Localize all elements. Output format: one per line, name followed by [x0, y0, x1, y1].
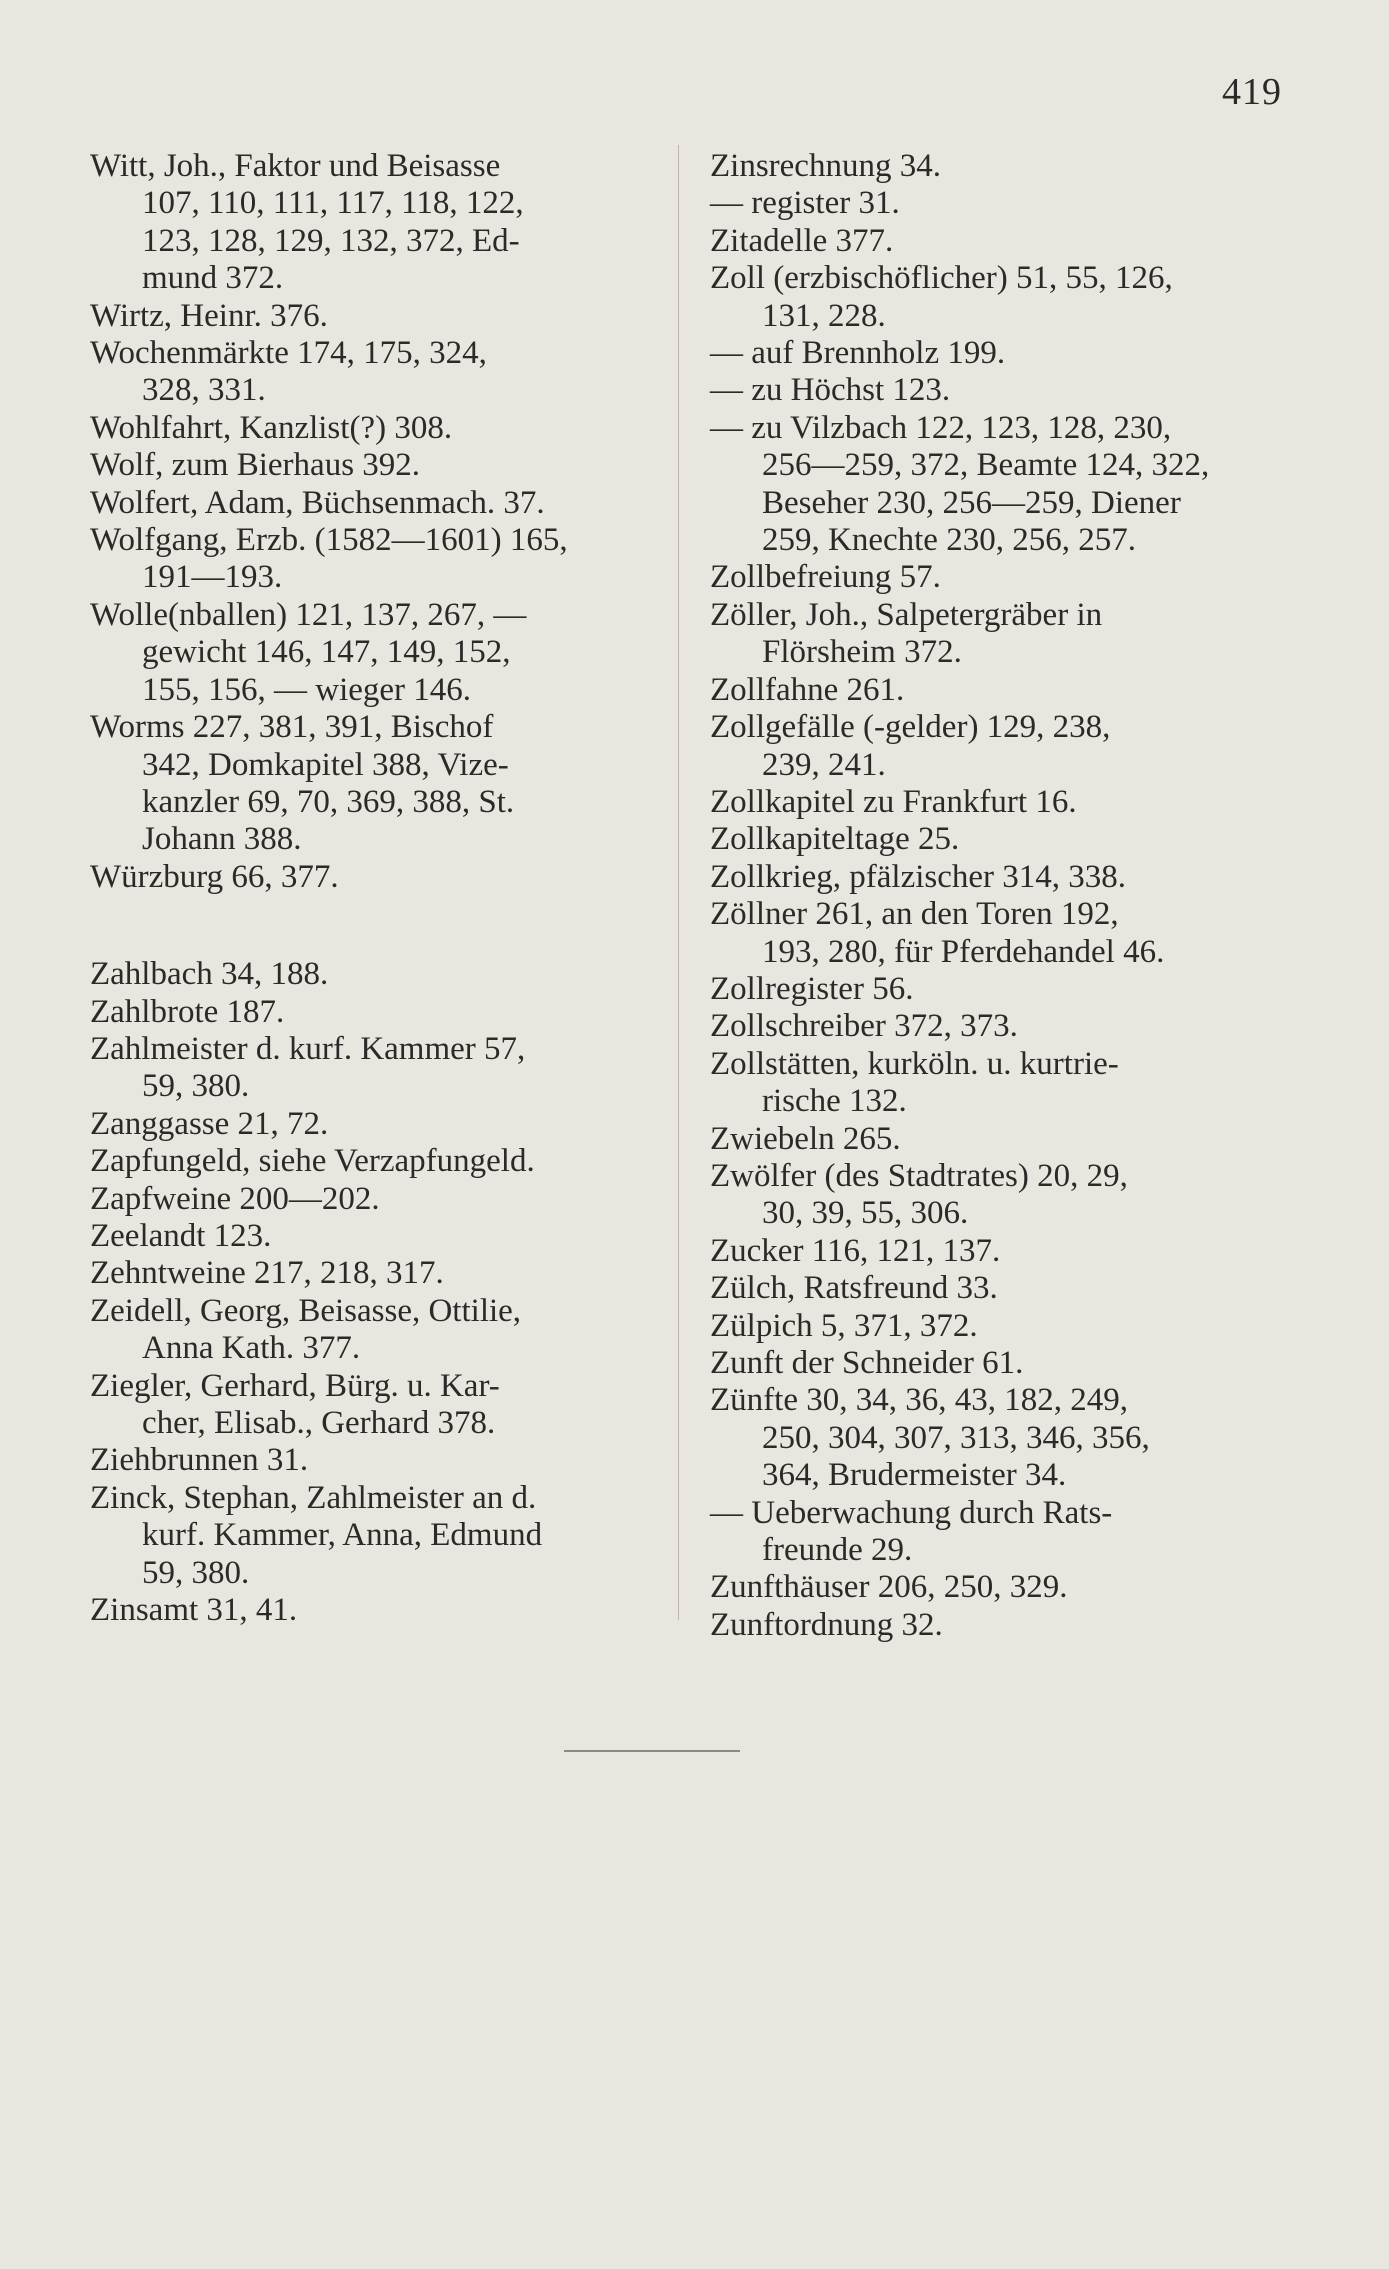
- index-entry: [90, 1442, 660, 1479]
- index-entry-line: Zwölfer (des Stadtrates) 20, 29,: [710, 1157, 1128, 1194]
- index-entry-line: — zu Höchst 123.: [710, 372, 951, 409]
- index-entry-line: mund 372.: [142, 260, 284, 297]
- index-entry-line: Zehntweine 217, 218, 317.: [90, 1255, 444, 1292]
- index-entry-line: 59, 380.: [142, 1068, 250, 1105]
- index-entry-line: Zollstätten, kurköln. u. kurtrie-: [710, 1045, 1119, 1082]
- page-number: 419: [1222, 71, 1282, 113]
- index-entry-line: Zollschreiber 372, 373.: [710, 1008, 1018, 1045]
- index-entry-line: — register 31.: [710, 185, 900, 222]
- index-entry-line: Worms 227, 381, 391, Bischof: [90, 709, 494, 746]
- index-entry-line: Zucker 116, 121, 137.: [710, 1232, 1001, 1269]
- index-entry: [710, 1270, 1280, 1307]
- index-entry-line: 239, 241.: [762, 746, 886, 783]
- index-entry-line: Zollbefreiung 57.: [710, 559, 941, 596]
- index-entry-line: Zanggasse 21, 72.: [90, 1105, 329, 1142]
- index-entry-line: Wolle(nballen) 121, 137, 267, —: [90, 596, 527, 633]
- index-entry-line: 30, 39, 55, 306.: [762, 1195, 969, 1232]
- index-column-left: [90, 148, 660, 1629]
- index-entry-line: Zahlmeister d. kurf. Kammer 57,: [90, 1030, 526, 1067]
- index-entry: [710, 335, 1280, 372]
- index-entry-line: Zollfahne 261.: [710, 671, 905, 708]
- index-entry-line: Zollregister 56.: [710, 970, 914, 1007]
- index-entry-line: 193, 280, für Pferdehandel 46.: [762, 933, 1165, 970]
- index-column-right: [710, 148, 1280, 1644]
- index-entry-line: Zahlbrote 187.: [90, 993, 285, 1030]
- index-entry: [90, 1255, 660, 1292]
- index-entry: [90, 485, 660, 522]
- index-entry: [90, 447, 660, 484]
- index-entry-line: Wochenmärkte 174, 175, 324,: [90, 335, 487, 372]
- index-entry: [710, 597, 1280, 672]
- index-entry: [710, 971, 1280, 1008]
- index-entry: [90, 298, 660, 335]
- index-entry-line: Beseher 230, 256—259, Diener: [762, 484, 1181, 521]
- index-entry-line: 59, 380.: [142, 1554, 250, 1591]
- index-entry-line: Zunfthäuser 206, 250, 329.: [710, 1569, 1068, 1606]
- index-entry-line: Zülpich 5, 371, 372.: [710, 1307, 978, 1344]
- index-entry-line: cher, Elisab., Gerhard 378.: [142, 1405, 496, 1441]
- index-entry-line: kanzler 69, 70, 369, 388, St.: [142, 783, 515, 820]
- index-entry: [90, 1031, 660, 1106]
- index-entry: [90, 956, 660, 993]
- index-entry-line: Zeelandt 123.: [90, 1217, 272, 1254]
- index-entry-line: — auf Brennholz 199.: [710, 335, 1006, 372]
- index-entry: [90, 1218, 660, 1255]
- index-entry-line: Zinck, Stephan, Zahlmeister an d.: [90, 1479, 537, 1516]
- index-entry: [90, 859, 660, 896]
- index-entry-line: 131, 228.: [762, 297, 886, 334]
- index-entry-line: 250, 304, 307, 313, 346, 356,: [762, 1419, 1150, 1456]
- index-entry: [90, 1143, 660, 1180]
- index-entry-line: 155, 156, — wieger 146.: [142, 671, 472, 708]
- index-entry: [90, 148, 660, 298]
- index-entry-line: Zoll (erzbischöflicher) 51, 55, 126,: [710, 260, 1173, 297]
- index-entry: [710, 1382, 1280, 1494]
- index-entry: [90, 1106, 660, 1143]
- index-entry-line: Witt, Joh., Faktor und Beisasse: [90, 148, 501, 184]
- index-entry-line: Johann 388.: [142, 821, 302, 858]
- index-entry-line: Wohlfahrt, Kanzlist(?) 308.: [90, 409, 453, 446]
- index-entry-line: Zapfungeld, siehe Verzapfungeld.: [90, 1143, 535, 1180]
- index-entry-line: freunde 29.: [762, 1532, 913, 1569]
- index-entry: [710, 1008, 1280, 1045]
- index-entry: [710, 223, 1280, 260]
- index-entry-line: rische 132.: [762, 1083, 907, 1120]
- index-entry-line: Zöllner 261, an den Toren 192,: [710, 896, 1119, 933]
- index-entry-line: 328, 331.: [142, 372, 266, 409]
- index-entry-line: Wolfgang, Erzb. (1582—1601) 165,: [90, 522, 568, 559]
- index-entry-line: Zünfte 30, 34, 36, 43, 182, 249,: [710, 1382, 1128, 1419]
- index-entry-line: Zunft der Schneider 61.: [710, 1345, 1024, 1381]
- index-entry: [710, 1345, 1280, 1382]
- index-entry-line: gewicht 146, 147, 149, 152,: [142, 634, 511, 671]
- index-entry: [90, 1368, 660, 1443]
- index-entry: [710, 410, 1280, 560]
- index-entry-line: Zahlbach 34, 188.: [90, 956, 329, 993]
- index-entry: [710, 821, 1280, 858]
- index-entry: [710, 896, 1280, 971]
- index-entry-line: Würzburg 66, 377.: [90, 858, 339, 895]
- index-entry-line: — zu Vilzbach 122, 123, 128, 230,: [710, 409, 1172, 446]
- index-entry: [90, 1293, 660, 1368]
- index-entry-line: 259, Knechte 230, 256, 257.: [762, 522, 1136, 559]
- index-entry: [710, 1158, 1280, 1233]
- index-entry-line: Wolfert, Adam, Büchsenmach. 37.: [90, 484, 545, 521]
- index-entry: [90, 335, 660, 410]
- index-entry-line: 256—259, 372, Beamte 124, 322,: [762, 447, 1210, 484]
- index-entry-line: Zunftordnung 32.: [710, 1606, 943, 1643]
- index-entry: [710, 1121, 1280, 1158]
- index-entry-line: Anna Kath. 377.: [142, 1330, 361, 1367]
- index-entry-line: Zollkapitel zu Frankfurt 16.: [710, 783, 1077, 820]
- index-entry-line: kurf. Kammer, Anna, Edmund: [142, 1517, 543, 1554]
- index-entry: [710, 784, 1280, 821]
- index-entry-line: Wirtz, Heinr. 376.: [90, 297, 328, 334]
- index-entry: [710, 559, 1280, 596]
- index-entry: [710, 1046, 1280, 1121]
- index-entry-line: Zülch, Ratsfreund 33.: [710, 1270, 998, 1307]
- index-entry: [710, 1233, 1280, 1270]
- index-entry: [90, 709, 660, 859]
- index-entry: [710, 260, 1280, 335]
- index-entry-line: 107, 110, 111, 117, 118, 122,: [142, 185, 524, 222]
- index-entry: [710, 372, 1280, 409]
- index-entry: [90, 410, 660, 447]
- index-entry-line: Zollgefälle (-gelder) 129, 238,: [710, 709, 1111, 746]
- index-entry: [90, 1181, 660, 1218]
- index-entry: [710, 859, 1280, 896]
- index-entry-line: Ziegler, Gerhard, Bürg. u. Kar-: [90, 1367, 500, 1404]
- index-entry: [710, 1495, 1280, 1570]
- section-gap: [90, 896, 660, 956]
- index-entry: [710, 1569, 1280, 1606]
- index-entry-line: Zöller, Joh., Salpetergräber in: [710, 596, 1103, 633]
- index-entry: [90, 522, 660, 597]
- index-entry: [90, 597, 660, 709]
- index-entry: [90, 1480, 660, 1592]
- index-entry-line: 364, Brudermeister 34.: [762, 1457, 1067, 1494]
- index-entry-line: Zollkrieg, pfälzischer 314, 338.: [710, 858, 1127, 895]
- index-entry-line: Zollkapiteltage 25.: [710, 821, 960, 858]
- index-entry-line: 191—193.: [142, 559, 283, 596]
- index-entry-line: 342, Domkapitel 388, Vize-: [142, 746, 509, 783]
- end-rule: [564, 1750, 740, 1752]
- index-entry: [710, 1308, 1280, 1345]
- index-entry: [710, 185, 1280, 222]
- index-entry: [710, 148, 1280, 185]
- index-entry: [710, 1607, 1280, 1644]
- index-entry-line: Flörsheim 372.: [762, 634, 962, 671]
- index-entry: [90, 994, 660, 1031]
- index-entry: [710, 709, 1280, 784]
- index-entry-line: Zitadelle 377.: [710, 222, 894, 259]
- index-entry-line: 123, 128, 129, 132, 372, Ed-: [142, 222, 520, 259]
- index-entry-line: Ziehbrunnen 31.: [90, 1442, 309, 1479]
- index-entry-line: Zinsamt 31, 41.: [90, 1592, 298, 1629]
- index-entry-line: — Ueberwachung durch Rats-: [710, 1494, 1113, 1531]
- index-entry: [710, 672, 1280, 709]
- column-divider: [678, 145, 679, 1620]
- index-entry-line: Zwiebeln 265.: [710, 1120, 901, 1157]
- index-entry-line: Zapfweine 200—202.: [90, 1180, 380, 1217]
- index-entry-line: Zinsrechnung 34.: [710, 148, 941, 184]
- index-entry-line: Wolf, zum Bierhaus 392.: [90, 447, 421, 484]
- index-entry-line: Zeidell, Georg, Beisasse, Ottilie,: [90, 1292, 522, 1329]
- index-entry: [90, 1592, 660, 1629]
